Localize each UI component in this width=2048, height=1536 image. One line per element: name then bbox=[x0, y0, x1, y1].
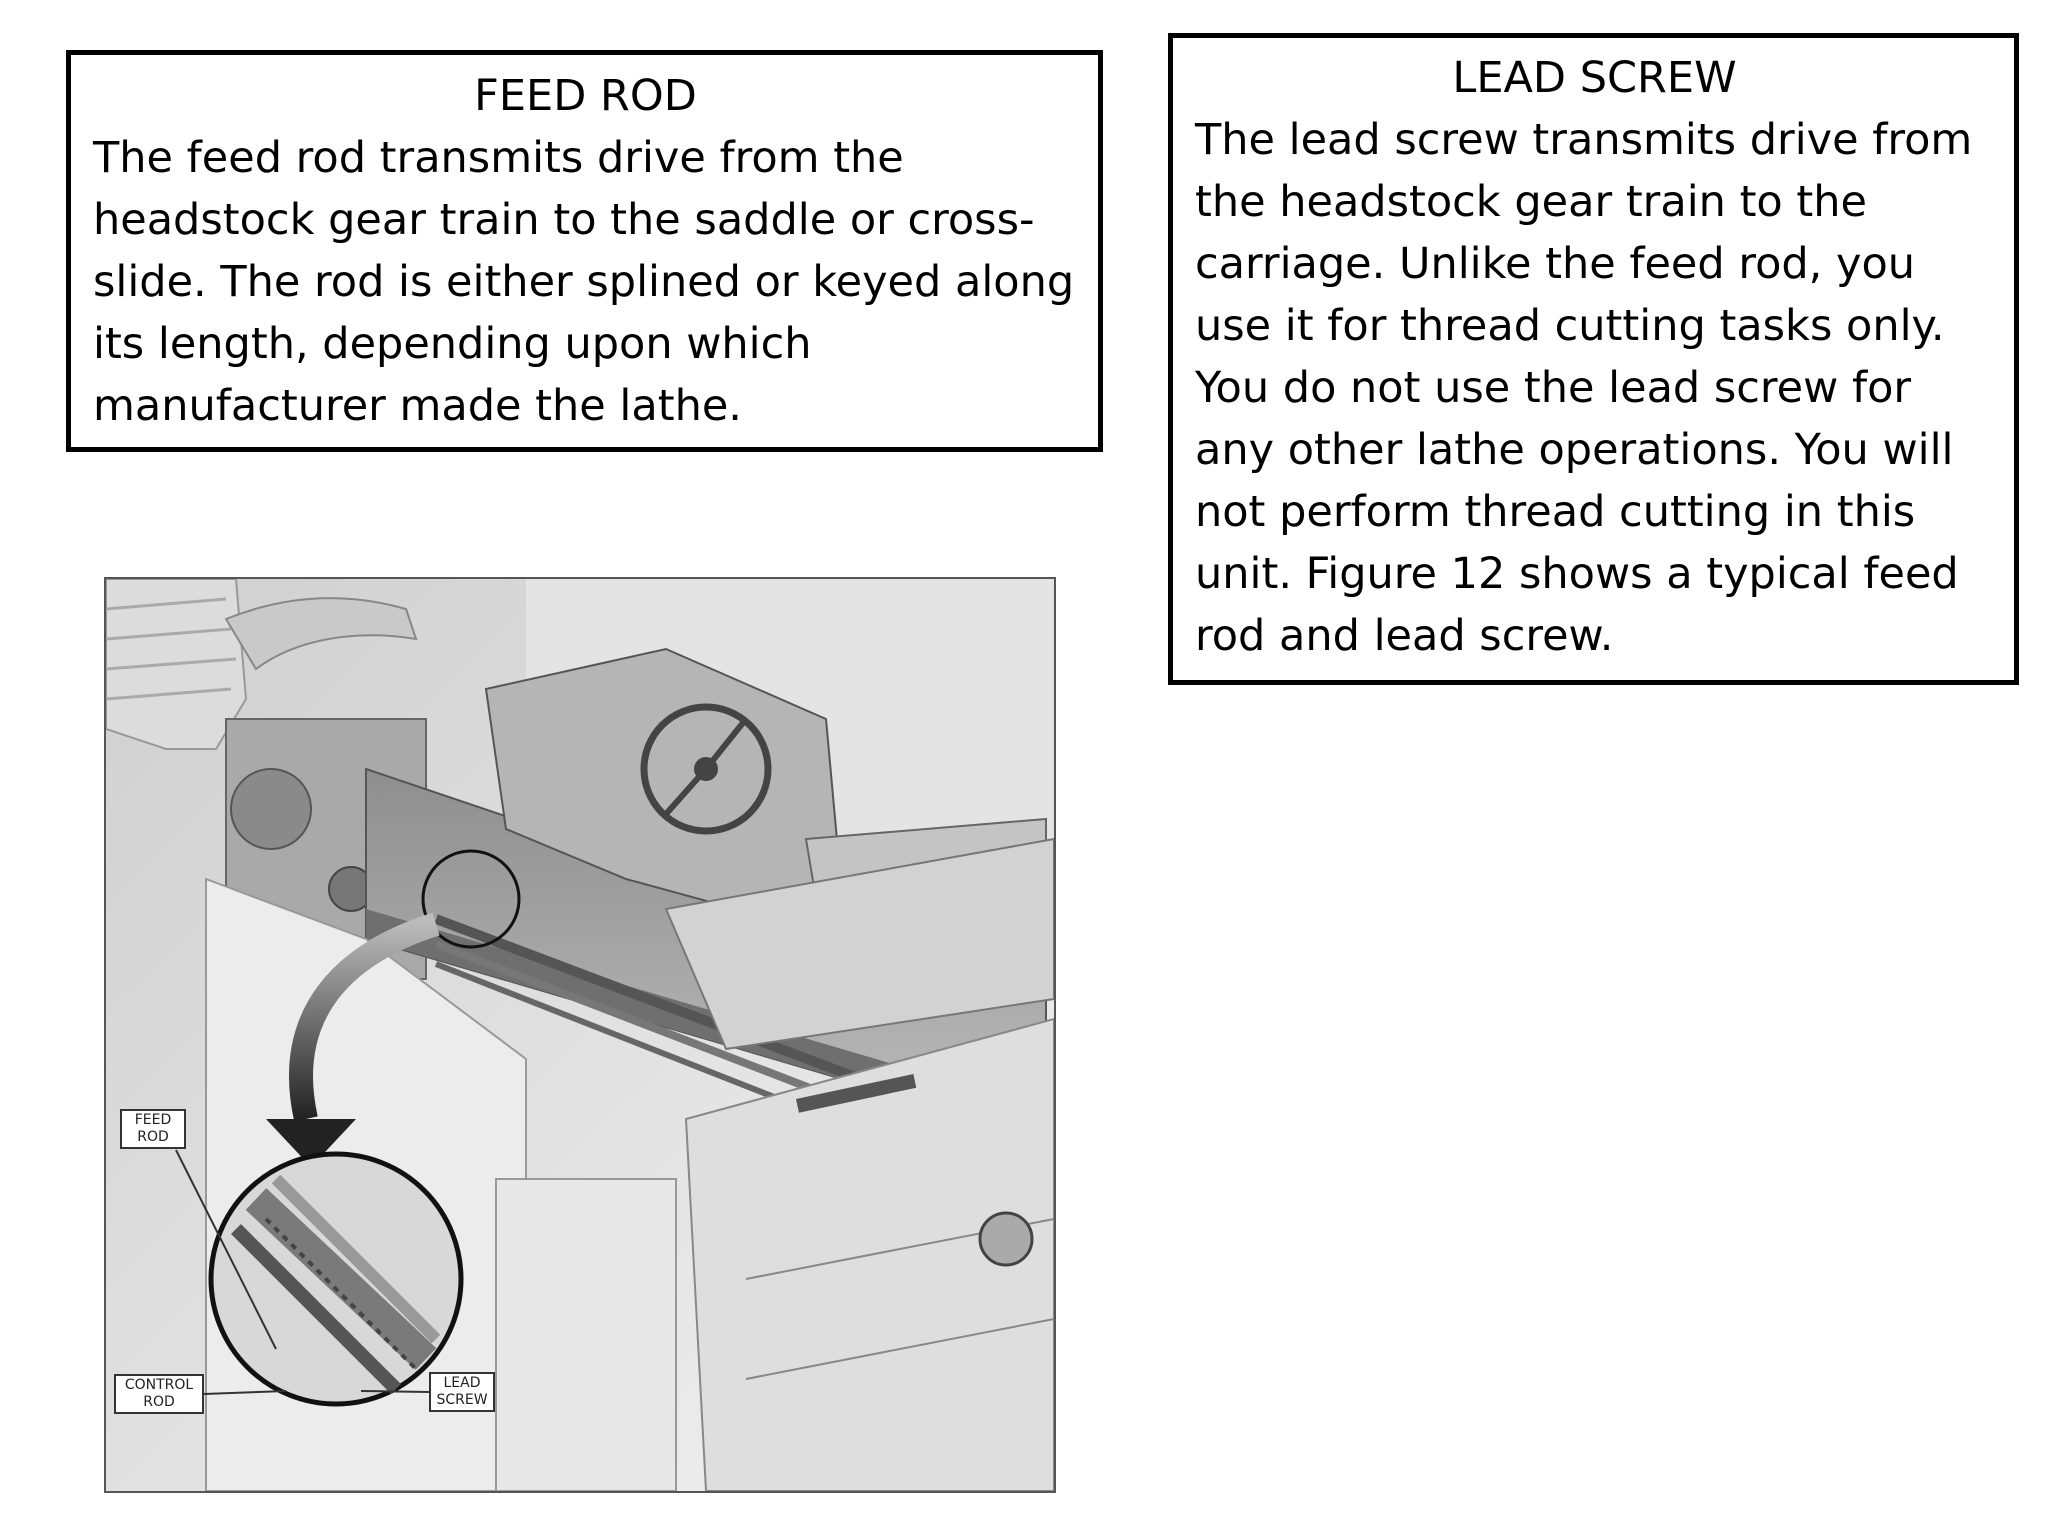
control-rod-callout bbox=[114, 1374, 204, 1414]
lead-screw-text-box bbox=[1168, 33, 2019, 685]
feed-rod-title: FEED ROD bbox=[474, 71, 697, 121]
feed-rod-callout-line1: FEED bbox=[134, 1112, 172, 1128]
lead-screw-callout bbox=[429, 1372, 495, 1412]
lead-screw-callout-line2: SCREW bbox=[436, 1392, 488, 1408]
lead-screw-description: The lead screw transmits drive from the headstock gear train to the carriage. Unlike the feed rod, you use it for thread cutting tasks only. You do not use the lead screw for any other lathe operations. You will not perform thread cutting in this unit. Figure 12 shows a typical feed rod and lead screw. bbox=[1195, 115, 1973, 661]
feed-rod-callout bbox=[120, 1109, 186, 1149]
lead-screw-title: LEAD SCREW bbox=[1452, 53, 1737, 103]
control-rod-callout-line1: CONTROL bbox=[124, 1377, 194, 1393]
lathe-figure bbox=[104, 577, 1056, 1493]
lathe-illustration bbox=[106, 579, 1054, 1491]
feed-rod-text-box bbox=[66, 50, 1103, 452]
lead-screw-callout-line1: LEAD bbox=[443, 1375, 481, 1391]
control-rod-callout-line2: ROD bbox=[143, 1394, 175, 1410]
feed-rod-description: The feed rod transmits drive from the headstock gear train to the saddle or cross-slide. The rod is either splined or keyed along its length, depending upon which manufacturer made the lathe. bbox=[93, 133, 1075, 431]
feed-rod-callout-line2: ROD bbox=[137, 1129, 169, 1145]
